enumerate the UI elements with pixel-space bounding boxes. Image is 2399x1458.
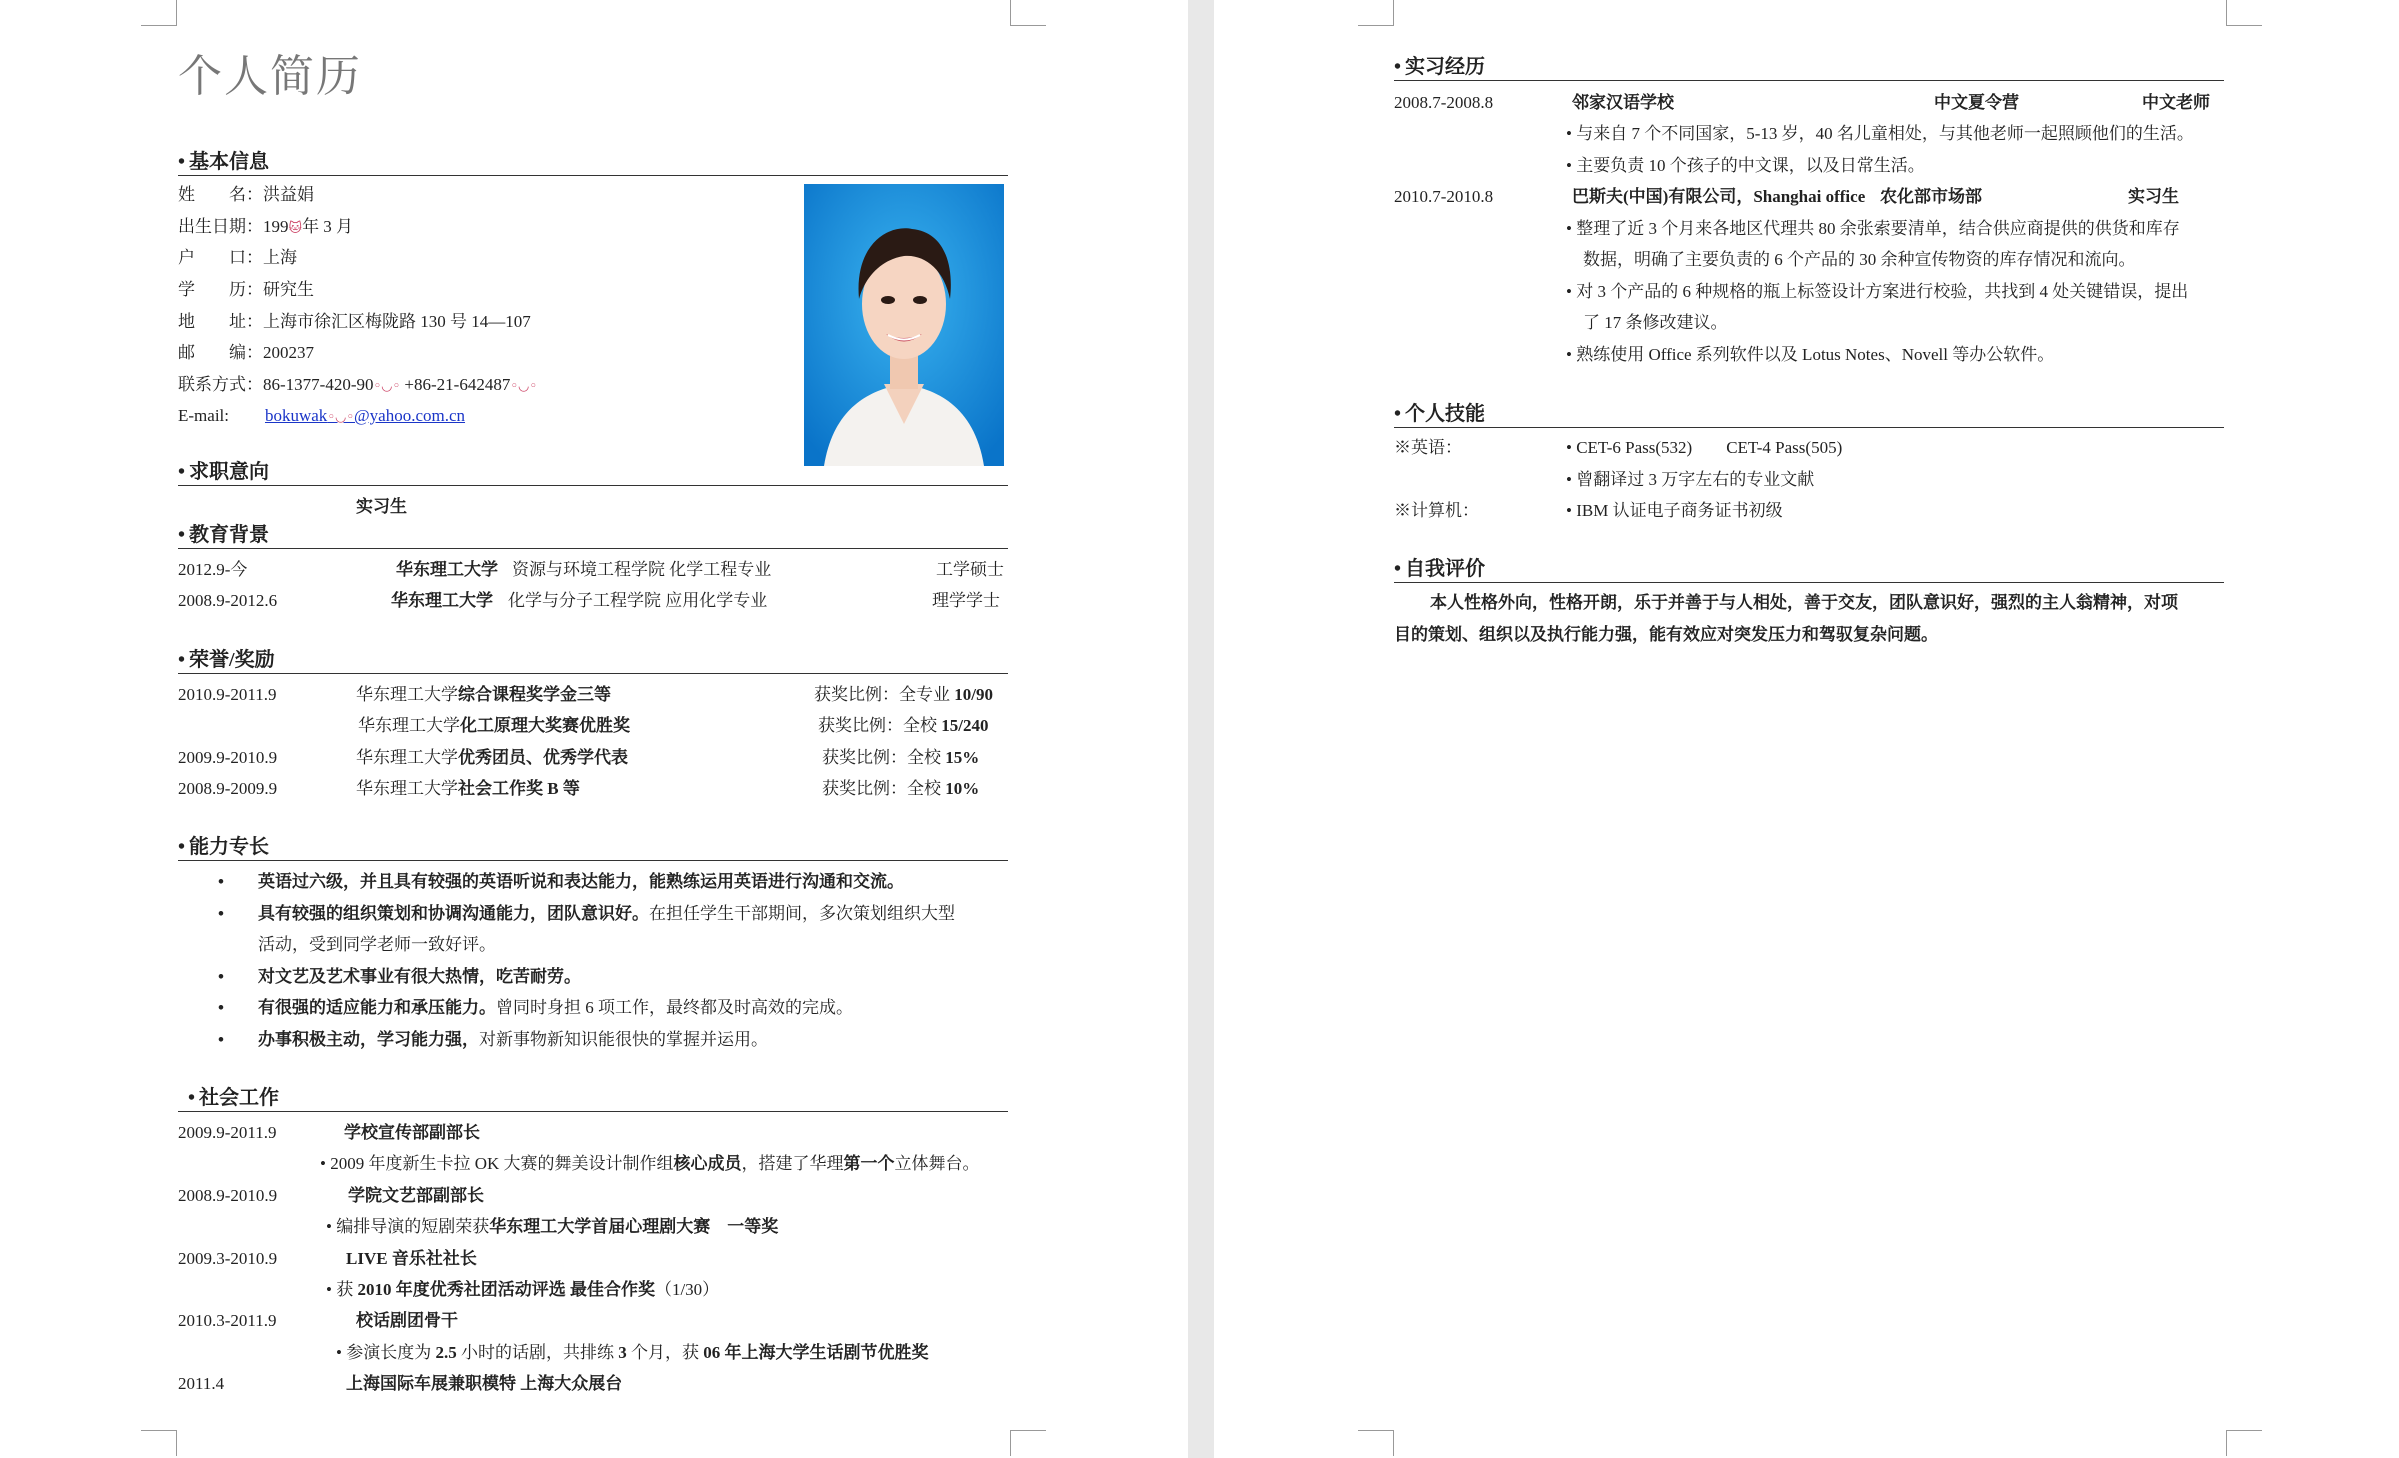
crop-mark: [2226, 0, 2262, 26]
section-heading-basic: • 基本信息: [178, 150, 1008, 176]
page-gap: [1188, 0, 1214, 1458]
internship-org: 巴斯夫(中国)有限公司，Shanghai office: [1572, 187, 1866, 206]
list-item: • 有很强的适应能力和承压能力。曾同时身担 6 项工作，最终都及时高效的完成。: [218, 998, 853, 1017]
section-heading-honors: • 荣誉/奖励: [178, 648, 1008, 674]
internship-dept: 农化部市场部: [1880, 187, 1982, 206]
page-title: 个人简历: [178, 51, 362, 102]
self-eval-line: 目的策划、组织以及执行能力强，能有效应对突发压力和驾驭复杂问题。: [1394, 625, 1938, 644]
education-degree: 理学学士: [932, 591, 1000, 610]
education-period: 2012.9-今: [178, 560, 248, 579]
objective-value: 实习生: [356, 497, 407, 516]
profile-photo: [804, 184, 1004, 466]
self-eval-line: 本人性格外向，性格开朗，乐于并善于与人相处，善于交友，团队意识好，强烈的主人翁精神，对项: [1430, 593, 2178, 612]
section-heading-self-eval: • 自我评价: [1394, 557, 2224, 583]
education-major: 化学与分子工程学院 应用化学专业: [508, 591, 768, 610]
social-role: 学院文艺部副部长: [348, 1186, 484, 1205]
section-heading-social: • 社会工作: [178, 1086, 1008, 1112]
internship-bullet: 数据，明确了主要负责的 6 个产品的 30 余种宣传物资的库存情况和流向。: [1566, 250, 2136, 269]
internship-org: 邻家汉语学校: [1572, 93, 1674, 112]
list-item: • 对文艺及艺术事业有很大热情，吃苦耐劳。: [218, 967, 581, 986]
social-role: 校话剧团骨干: [356, 1311, 458, 1330]
internship-dept: 中文夏令营: [1934, 93, 2019, 112]
resume-page-2: [1214, 0, 2399, 1458]
honor-award: 华东理工大学化工原理大奖赛优胜奖: [358, 716, 630, 735]
crop-mark: [1010, 0, 1046, 26]
social-role: LIVE 音乐社社长: [346, 1249, 477, 1268]
internship-bullet: • 整理了近 3 个月来各地区代理共 80 余张索要清单，结合供应商提供的供货和库存: [1566, 219, 2180, 238]
email-link[interactable]: bokuwak◦◡◦@yahoo.com.cn: [264, 406, 466, 425]
honor-award: 华东理工大学综合课程奖学金三等: [356, 685, 611, 704]
honor-ratio: 获奖比例：全校 15/240: [818, 716, 989, 735]
internship-role: 中文老师: [2142, 93, 2210, 112]
honor-award: 华东理工大学社会工作奖 B 等: [356, 779, 580, 798]
honor-ratio: 获奖比例：全校 15%: [822, 748, 980, 767]
social-desc: • 2009 年度新生卡拉 OK 大赛的舞美设计制作组核心成员，搭建了华理第一个立体舞台。: [320, 1154, 980, 1173]
social-period: 2009.9-2011.9: [178, 1123, 277, 1142]
basic-education: 学 历：研究生: [178, 280, 314, 299]
internship-period: 2010.7-2010.8: [1394, 187, 1494, 206]
basic-hukou: 户 口：上海: [178, 248, 297, 267]
social-desc: • 编排导演的短剧荣获华东理工大学首届心理剧大赛 一等奖: [326, 1217, 779, 1236]
section-heading-skills: • 个人技能: [1394, 402, 2224, 428]
crop-mark: [141, 1430, 177, 1456]
list-item: • 办事积极主动，学习能力强，对新事物新知识能很快的掌握并运用。: [218, 1030, 768, 1049]
honor-period: 2010.9-2011.9: [178, 685, 277, 704]
social-period: 2009.3-2010.9: [178, 1249, 278, 1268]
internship-bullet: • 熟练使用 Office 系列软件以及 Lotus Notes、Novell 等办公软件。: [1566, 345, 2055, 364]
crop-mark: [141, 0, 177, 26]
honor-award: 华东理工大学优秀团员、优秀学代表: [356, 748, 628, 767]
internship-bullet: • 主要负责 10 个孩子的中文课，以及日常生活。: [1566, 156, 1925, 175]
list-item-continuation: 活动，受到同学老师一致好评。: [258, 935, 496, 954]
crop-mark: [1358, 0, 1394, 26]
crop-mark: [1358, 1430, 1394, 1456]
honor-ratio: 获奖比例：全校 10%: [822, 779, 980, 798]
skill-value: • IBM 认证电子商务证书初级: [1566, 501, 1783, 520]
section-heading-objective: • 求职意向: [178, 460, 1008, 486]
social-desc: • 获 2010 年度优秀社团活动评选 最佳合作奖（1/30）: [326, 1280, 720, 1299]
basic-birth: 出生日期：199🐱年 3 月: [178, 217, 354, 236]
smiley-emoji-icon: ◦◡◦: [510, 379, 538, 394]
education-degree: 工学硕士: [936, 560, 1004, 579]
skill-label: ※英语：: [1394, 438, 1462, 457]
education-school: 华东理工大学: [396, 560, 498, 579]
education-period: 2008.9-2012.6: [178, 591, 278, 610]
education-school: 华东理工大学: [391, 591, 493, 610]
internship-role: 实习生: [2128, 187, 2179, 206]
honor-ratio: 获奖比例：全专业 10/90: [814, 685, 993, 704]
list-item: • 具有较强的组织策划和协调沟通能力，团队意识好。在担任学生干部期间，多次策划组织大型: [218, 904, 955, 923]
social-role: 学校宣传部副部长: [344, 1123, 480, 1142]
smiley-emoji-icon: ◦◡◦: [373, 379, 401, 394]
education-major: 资源与环境工程学院 化学工程专业: [512, 560, 772, 579]
skill-value: • 曾翻译过 3 万字左右的专业文献: [1566, 470, 1815, 489]
cat-emoji-icon: 🐱: [288, 221, 303, 236]
basic-zip: 邮 编：200237: [178, 343, 314, 362]
honor-period: 2009.9-2010.9: [178, 748, 278, 767]
social-desc: • 参演长度为 2.5 小时的话剧，共排练 3 个月，获 06 年上海大学生话剧节优胜奖: [336, 1343, 929, 1362]
internship-bullet: 了 17 条修改建议。: [1566, 313, 1728, 332]
skill-label: ※计算机：: [1394, 501, 1479, 520]
internship-bullet: • 与来自 7 个不同国家，5-13 岁，40 名儿童相处，与其他老师一起照顾他们的生活。: [1566, 124, 2194, 143]
internship-bullet: • 对 3 个产品的 6 种规格的瓶上标签设计方案进行校验，共找到 4 处关键错误，提出: [1566, 282, 2189, 301]
section-heading-internship: • 实习经历: [1394, 55, 2224, 81]
section-heading-abilities: • 能力专长: [178, 835, 1008, 861]
social-role: 上海国际车展兼职模特 上海大众展台: [346, 1374, 623, 1393]
section-heading-education: • 教育背景: [178, 523, 1008, 549]
resume-page-1: [0, 0, 1188, 1458]
basic-contact: 联系方式：86-1377-420-90◦◡◦ +86-21-642487◦◡◦: [178, 375, 538, 394]
skill-value: • CET-6 Pass(532) CET-4 Pass(505): [1566, 438, 1843, 457]
social-period: 2010.3-2011.9: [178, 1311, 277, 1330]
list-item: • 英语过六级，并且具有较强的英语听说和表达能力，能熟练运用英语进行沟通和交流。: [218, 872, 904, 891]
basic-name: 姓 名：洪益娟: [178, 185, 314, 204]
social-period: 2011.4: [178, 1374, 225, 1393]
basic-email: E-mail: bokuwak◦◡◦@yahoo.com.cn: [178, 406, 466, 425]
smiley-emoji-icon: ◦◡◦: [327, 410, 354, 425]
basic-address: 地 址：上海市徐汇区梅陇路 130 号 14—107: [178, 312, 531, 331]
honor-period: 2008.9-2009.9: [178, 779, 278, 798]
crop-mark: [2226, 1430, 2262, 1456]
social-period: 2008.9-2010.9: [178, 1186, 278, 1205]
internship-period: 2008.7-2008.8: [1394, 93, 1494, 112]
crop-mark: [1010, 1430, 1046, 1456]
